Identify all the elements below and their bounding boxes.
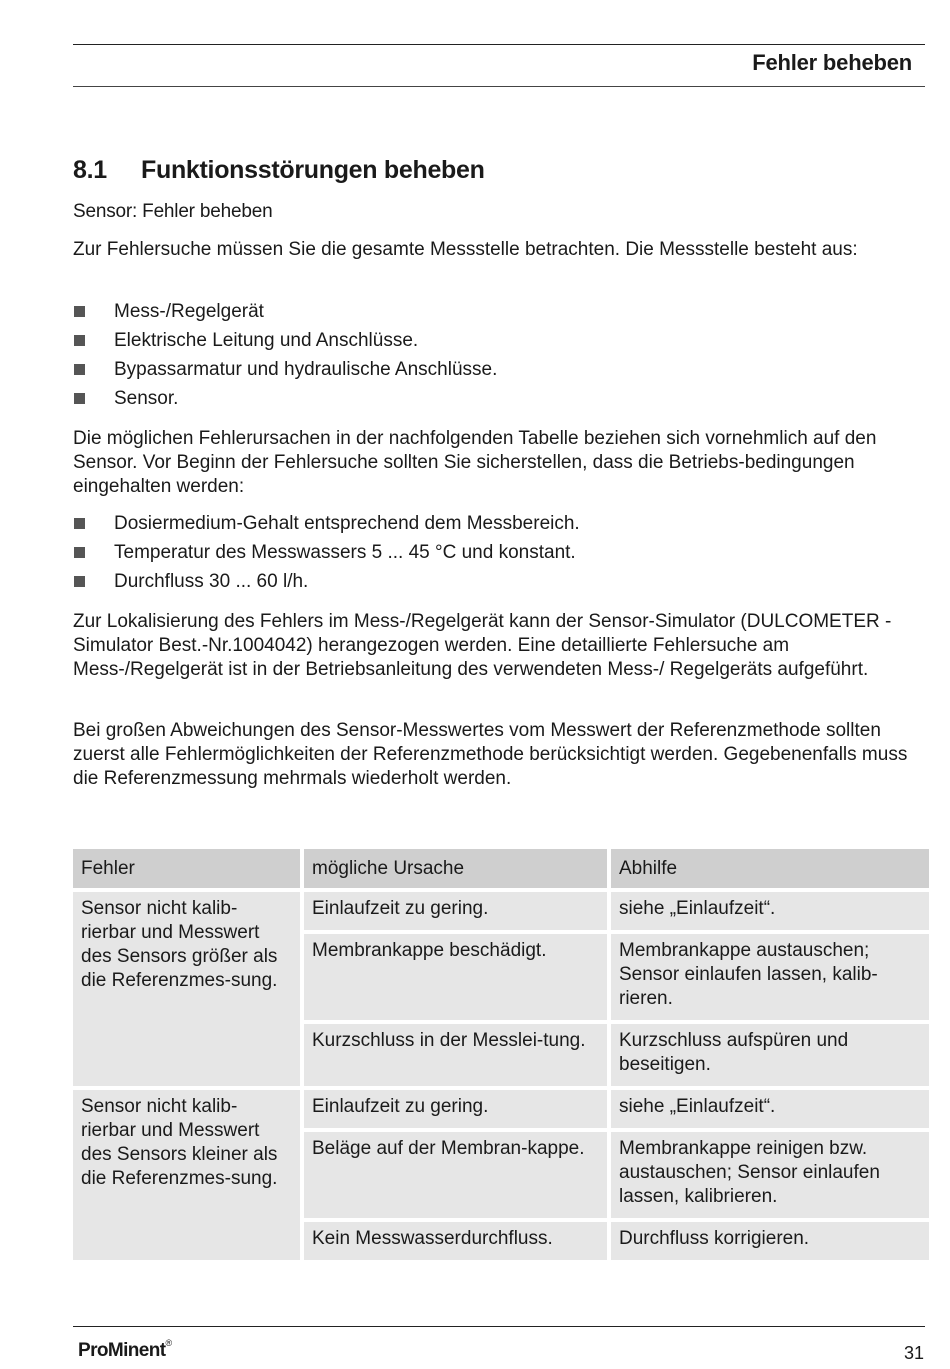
column-header-abhilfe: Abhilfe <box>611 849 929 888</box>
reference-paragraph: Bei großen Abweichungen des Sensor-Messwertes vom Messwert der Referenzmethode sollten zuerst alle Fehlermöglichkeiten der Referenzmethode berücksichtigt werden. Gegebenenfalls muss die Referenzmessung mehrmals wiederholt werden. <box>73 720 908 789</box>
header-bottom-rule <box>73 86 925 87</box>
ursache-cell: Kein Messwasserdurchfluss. <box>304 1222 607 1260</box>
table-row <box>73 1090 929 1128</box>
section-title: Funktionsstörungen beheben <box>141 156 485 184</box>
simulator-paragraph: Zur Lokalisierung des Fehlers im Mess-/Regelgerät kann der Sensor-Simulator (DULCOMETER -Simulator Best.-Nr.1004042) herangezogen werden. Eine detaillierte Fehlersuche am Mess-/Regelgerät ist in der Betriebsanleitung des verwendeten Mess-/ Regelgeräts aufgeführt. <box>73 611 892 680</box>
abhilfe-cell: siehe „Einlaufzeit“. <box>611 1090 929 1128</box>
fehler-cell: Sensor nicht kalib-rierbar und Messwert des Sensors größer als die Referenzmes-sung. <box>73 892 300 1086</box>
running-header-title: Fehler beheben <box>752 50 912 75</box>
list-item: Temperatur des Messwassers 5 ... 45 °C und konstant. <box>73 538 580 567</box>
prominent-logo: ProMinent® <box>78 1338 172 1361</box>
intro-paragraph: Zur Fehlersuche müssen Sie die gesamte Messstelle betrachten. Die Messstelle besteht aus: <box>73 239 858 260</box>
square-bullet-icon <box>74 306 85 317</box>
fehler-cell: Sensor nicht kalib-rierbar und Messwert des Sensors kleiner als die Referenzmes-sung. <box>73 1090 300 1260</box>
abhilfe-cell: Membrankappe austauschen; Sensor einlaufen lassen, kalib-rieren. <box>611 934 929 1020</box>
ursache-cell: Membrankappe beschädigt. <box>304 934 607 1020</box>
list-item: Elektrische Leitung und Anschlüsse. <box>73 326 497 355</box>
section-heading <box>73 156 485 185</box>
list-item: Sensor. <box>73 384 497 413</box>
list-item: Dosiermedium-Gehalt entsprechend dem Messbereich. <box>73 509 580 538</box>
abhilfe-cell: Kurzschluss aufspüren und beseitigen. <box>611 1024 929 1086</box>
ursache-cell: Kurzschluss in der Messlei-tung. <box>304 1024 607 1086</box>
square-bullet-icon <box>74 576 85 587</box>
components-list <box>73 297 497 413</box>
abhilfe-cell: siehe „Einlaufzeit“. <box>611 892 929 930</box>
ursache-cell: Einlaufzeit zu gering. <box>304 892 607 930</box>
troubleshooting-table <box>69 845 933 1264</box>
header-top-rule <box>73 44 925 45</box>
square-bullet-icon <box>74 364 85 375</box>
square-bullet-icon <box>74 547 85 558</box>
square-bullet-icon <box>74 518 85 529</box>
ursache-cell: Beläge auf der Membran-kappe. <box>304 1132 607 1218</box>
table-header-row <box>73 849 929 888</box>
footer-rule <box>73 1326 925 1327</box>
column-header-fehler: Fehler <box>73 849 300 888</box>
column-header-ursache: mögliche Ursache <box>304 849 607 888</box>
list-item: Mess-/Regelgerät <box>73 297 497 326</box>
square-bullet-icon <box>74 335 85 346</box>
list-item: Durchfluss 30 ... 60 l/h. <box>73 567 580 596</box>
causes-paragraph: Die möglichen Fehlerursachen in der nachfolgenden Tabelle beziehen sich vornehmlich auf den Sensor. Vor Beginn der Fehlersuche sollten Sie sicherstellen, dass die Betriebs-bedingungen eingehalten werden: <box>73 428 877 497</box>
table-row <box>73 892 929 930</box>
sub-heading: Sensor: Fehler beheben <box>73 201 273 222</box>
conditions-list <box>73 509 580 596</box>
list-item: Bypassarmatur und hydraulische Anschlüsse. <box>73 355 497 384</box>
page-number: 31 <box>903 1343 924 1363</box>
abhilfe-cell: Durchfluss korrigieren. <box>611 1222 929 1260</box>
abhilfe-cell: Membrankappe reinigen bzw. austauschen; Sensor einlaufen lassen, kalibrieren. <box>611 1132 929 1218</box>
ursache-cell: Einlaufzeit zu gering. <box>304 1090 607 1128</box>
section-number: 8.1 <box>73 156 107 184</box>
square-bullet-icon <box>74 393 85 404</box>
